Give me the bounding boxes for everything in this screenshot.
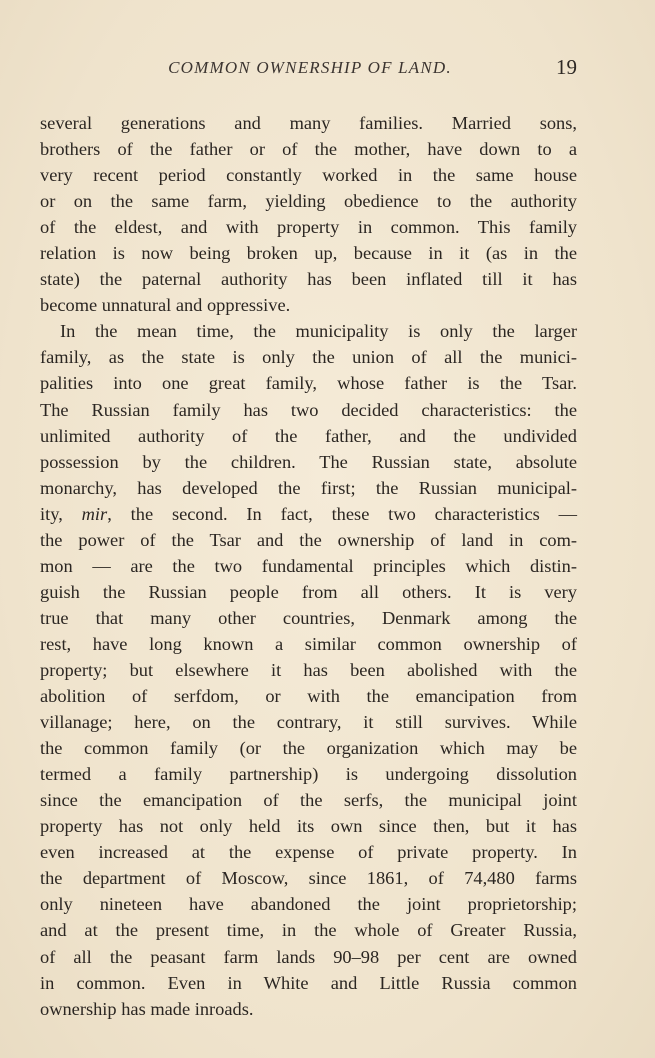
text-line: brothers of the father or of the mother, have down to a xyxy=(40,139,577,160)
text-line: since the emancipation of the serfs, the municipal joint xyxy=(40,790,577,811)
text-line: The Russian family has two decided characteristics: the xyxy=(40,399,577,420)
text-line: unlimited authority of the father, and the undivided xyxy=(40,425,577,446)
text-line: property; but elsewhere it has been abolished with the xyxy=(40,659,577,680)
text-line: the department of Moscow, since 1861, of 74,480 farms xyxy=(40,868,577,889)
text-line: of all the peasant farm lands 90–98 per cent are owned xyxy=(40,946,577,967)
text-line: become unnatural and oppressive. xyxy=(40,295,291,316)
text-line: termed a family partnership) is undergoing dissolution xyxy=(40,764,577,785)
text-line: mon — are the two fundamental principles which distin- xyxy=(40,555,577,576)
text-line: palities into one great family, whose father is the Tsar. xyxy=(40,373,577,394)
text-line: abolition of serfdom, or with the emancipation from xyxy=(40,686,577,707)
text-line: the common family (or the organization which may be xyxy=(40,738,577,759)
text-line: possession by the children. The Russian state, absolute xyxy=(40,451,577,472)
running-title: COMMON OWNERSHIP OF LAND. xyxy=(168,58,452,77)
paragraph-2 xyxy=(40,318,577,1021)
italic-term-mir: mir xyxy=(81,503,108,524)
text-line: guish the Russian people from all others. It is very xyxy=(40,581,577,602)
body-text xyxy=(40,110,577,1022)
text-fragment: ity, xyxy=(40,503,82,524)
text-line: rest, have long known a similar common ownership of xyxy=(40,633,577,654)
text-line: property has not only held its own since then, but it has xyxy=(40,816,577,837)
page-number: 19 xyxy=(556,55,577,79)
text-line: in common. Even in White and Little Russia common xyxy=(40,972,577,993)
text-line: true that many other countries, Denmark among the xyxy=(40,607,577,628)
text-line: only nineteen have abandoned the joint proprietorship; xyxy=(40,894,577,915)
text-line: In the mean time, the municipality is only the larger xyxy=(60,321,577,342)
text-line: even increased at the expense of private property. In xyxy=(40,842,577,863)
text-fragment: , the second. In fact, these two characteristics — xyxy=(107,503,577,524)
text-line: very recent period constantly worked in the same house xyxy=(40,165,577,186)
text-line: several generations and many families. Married sons, xyxy=(40,113,577,133)
text-line: villanage; here, on the contrary, it still survives. While xyxy=(40,712,577,733)
page-header xyxy=(40,55,580,88)
text-line: family, as the state is only the union of all the munici- xyxy=(40,347,577,368)
text-line: the power of the Tsar and the ownership of land in com- xyxy=(40,529,577,550)
text-line: or on the same farm, yielding obedience to the authority xyxy=(40,191,577,212)
text-line: relation is now being broken up, because in it (as in the xyxy=(40,243,577,264)
text-line: state) the paternal authority has been inflated till it has xyxy=(40,269,577,290)
text-line: and at the present time, in the whole of Greater Russia, xyxy=(40,920,577,941)
paragraph-1 xyxy=(40,110,577,318)
text-line: of the eldest, and with property in common. This family xyxy=(40,217,577,238)
text-line: monarchy, has developed the first; the Russian municipal- xyxy=(40,477,577,498)
text-line-mir xyxy=(40,501,577,527)
text-line: ownership has made inroads. xyxy=(40,998,254,1019)
